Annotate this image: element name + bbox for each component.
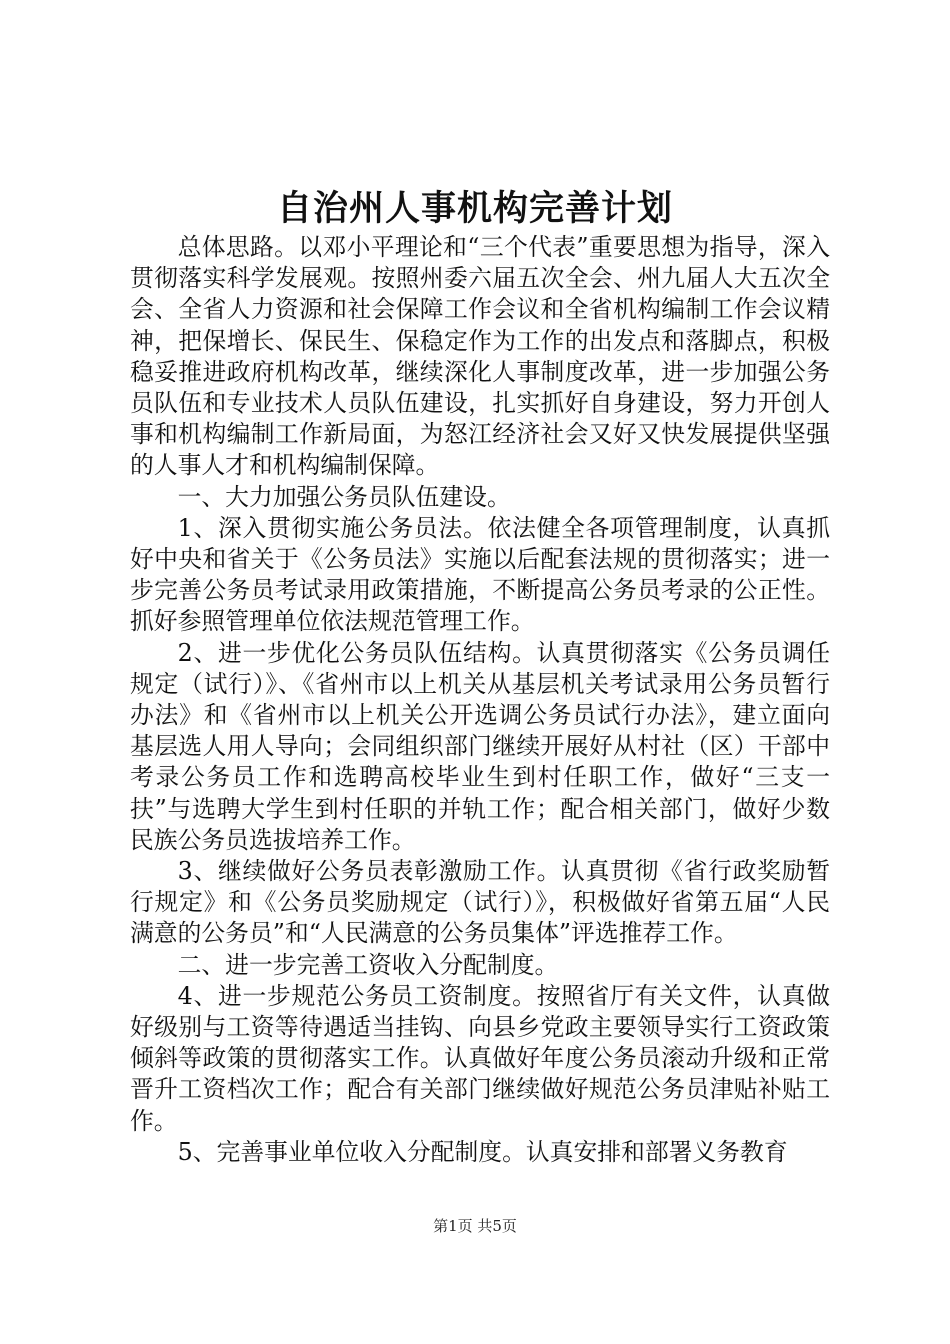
- paragraph-item-3: 3、继续做好公务员表彰激励工作。认真贯彻《省行政奖励暂行规定》和《公务员奖励规定（试行）》，积极做好省第五届“人民满意的公务员”和“人民满意的公务员集体”评选推荐工作。: [130, 857, 830, 948]
- document-title: 自治州人事机构完善计划: [276, 188, 673, 229]
- paragraph-item-1: 1、深入贯彻实施公务员法。依法健全各项管理制度，认真抓好中央和省关于《公务员法》实施以后配套法规的贯彻落实；进一步完善公务员考试录用政策措施，不断提高公务员考录的公正性。抓好参照管理单位依法规范管理工作。: [130, 513, 830, 636]
- paragraph-item-4: 4、进一步规范公务员工资制度。按照省厅有关文件，认真做好级别与工资等待遇适当挂钩、向县乡党政主要领导实行工资政策倾斜等政策的贯彻落实工作。认真做好年度公务员滚动升级和正常晋升工资档次工作；配合有关部门继续做好规范公务员津贴补贴工作。: [130, 981, 830, 1135]
- section-heading-2: 二、进一步完善工资收入分配制度。: [177, 950, 559, 979]
- paragraph-overview: 总体思路。以邓小平理论和“三个代表”重要思想为指导，深入贯彻落实科学发展观。按照州委六届五次全会、州九届人大五次全会、全省人力资源和社会保障工作会议和全省机构编制工作会议精神，把保增长、保民生、保稳定作为工作的出发点和落脚点，积极稳妥推进政府机构改革，继续深化人事制度改革，进一步加强公务员队伍和专业技术人员队伍建设，扎实抓好自身建设，努力开创人事和机构编制工作新局面，为怒江经济社会又好又快发展提供坚强的人事人才和机构编制保障。: [130, 233, 830, 480]
- paragraph-item-5: 5、完善事业单位收入分配制度。认真安排和部署义务教育: [177, 1137, 788, 1166]
- page-footer: 第1页 共5页: [433, 1217, 517, 1235]
- section-heading-1: 一、大力加强公务员队伍建设。: [177, 482, 511, 511]
- document-body: [130, 232, 830, 1168]
- paragraph-item-2: 2、进一步优化公务员队伍结构。认真贯彻落实《公务员调任规定（试行）》、《省州市以上机关从基层机关考试录用公务员暂行办法》和《省州市以上机关公开选调公务员试行办法》，建立面向基层选人用人导向；会同组织部门继续开展好从村社（区）干部中考录公务员工作和选聘高校毕业生到村任职工作，做好“三支一扶”与选聘大学生到村任职的并轨工作；配合相关部门，做好少数民族公务员选拔培养工作。: [130, 638, 830, 854]
